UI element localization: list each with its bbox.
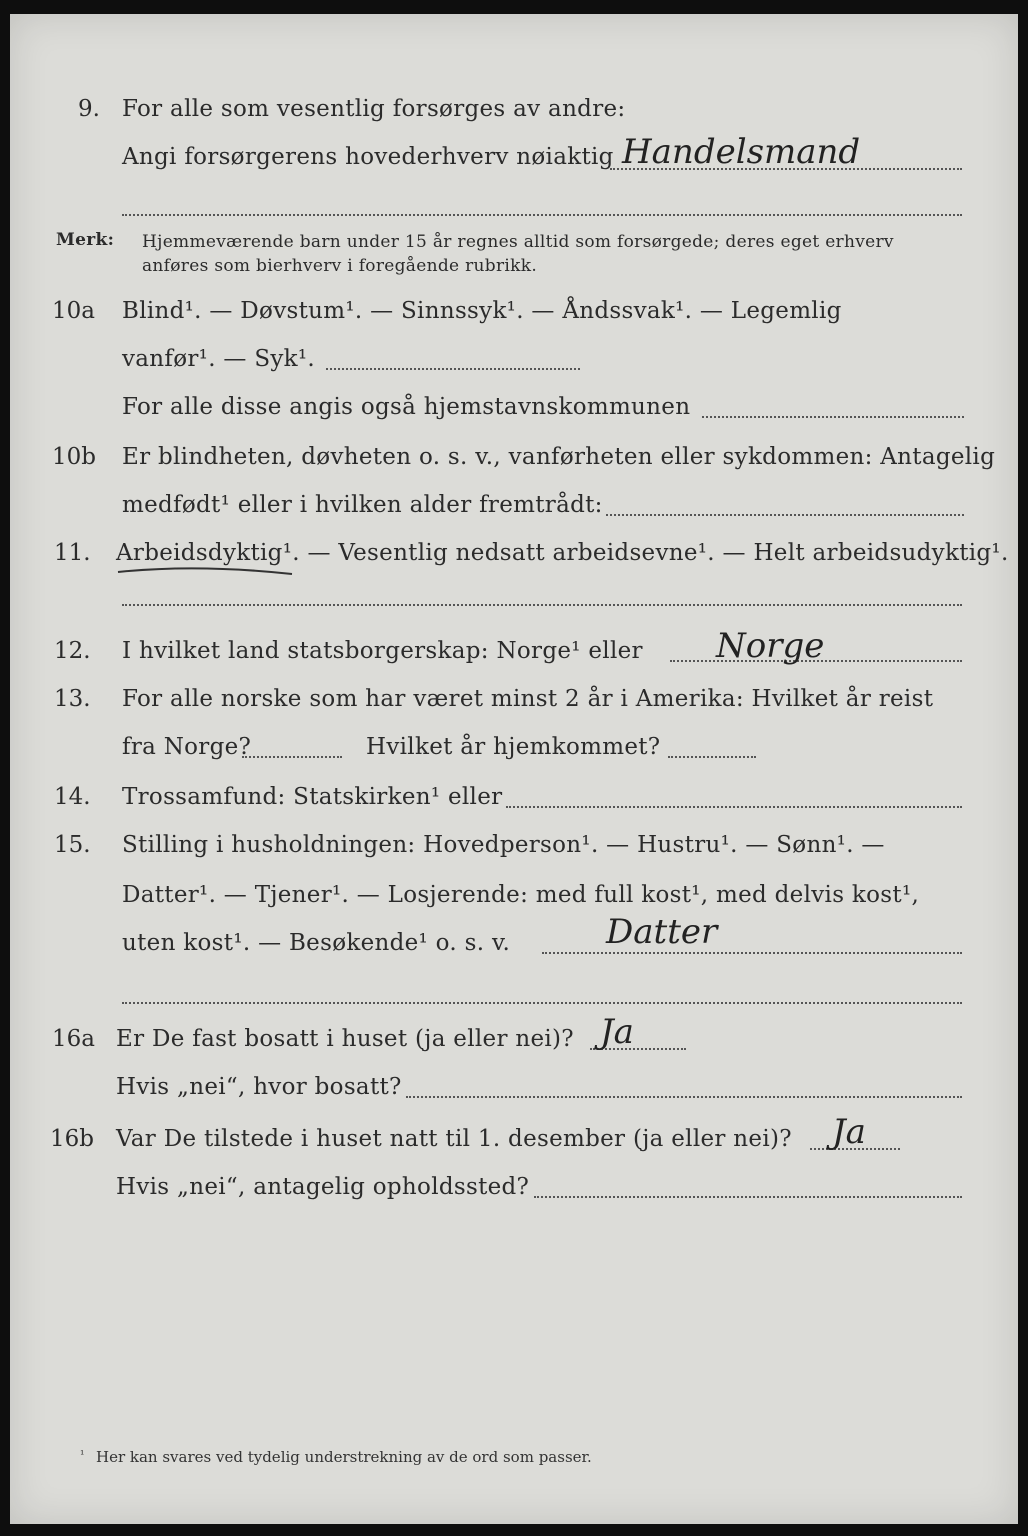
q10b-answer-line — [606, 514, 964, 516]
q10a-line1: Blind¹. — Døvstum¹. — Sinnssyk¹. — Åndssvak¹. — Legemlig — [122, 298, 842, 324]
q14-line1: Trossamfund: Statskirken¹ eller — [122, 784, 503, 810]
q10a-answer-line — [326, 368, 580, 370]
q14-answer-line — [506, 806, 962, 808]
footnote-mark: ¹ — [80, 1448, 85, 1461]
merk-line2: anføres som bierhverv i foregående rubrikk. — [142, 256, 538, 276]
q16a-residence-line — [406, 1096, 962, 1098]
q9-handwritten-answer: Handelsmand — [622, 132, 861, 172]
q10a-home-line — [702, 416, 964, 418]
q11-number: 11. — [54, 540, 91, 566]
q15-extra-line — [122, 1002, 962, 1004]
q9-line1: For alle som vesentlig forsørges av andre: — [122, 96, 626, 122]
q13-return-line — [668, 756, 756, 758]
q14-number: 14. — [54, 784, 91, 810]
q9-line2: Angi forsørgerens hovederhverv nøiaktig — [122, 144, 614, 170]
q16a-handwritten-answer: Ja — [600, 1012, 634, 1052]
q16b-line2: Hvis „nei“, antagelig opholdssted? — [116, 1174, 530, 1200]
q16b-number: 16b — [50, 1126, 94, 1152]
q15-handwritten-answer: Datter — [606, 912, 718, 952]
q11-handwritten-underline — [116, 564, 296, 580]
q16b-stay-line — [534, 1196, 962, 1198]
q13-number: 13. — [54, 686, 91, 712]
q15-number: 15. — [54, 832, 91, 858]
q16a-line1: Er De fast bosatt i huset (ja eller nei)? — [116, 1026, 574, 1052]
q10a-line2: vanfør¹. — Syk¹. — [122, 346, 316, 372]
footnote-text: Her kan svares ved tydelig understrekning av de ord som passer. — [96, 1448, 592, 1466]
q13-departure-line — [242, 756, 342, 758]
q15-answer-line — [542, 952, 962, 954]
q10a-line3: For alle disse angis også hjemstavnskommunen — [122, 394, 691, 420]
q10b-line2: medfødt¹ eller i hvilken alder fremtrådt: — [122, 492, 603, 518]
q10b-number: 10b — [52, 444, 96, 470]
q12-line1: I hvilket land statsborgerskap: Norge¹ eller — [122, 638, 643, 664]
q9-number: 9. — [78, 96, 100, 122]
census-form-page — [10, 14, 1018, 1524]
merk-line1: Hjemmeværende barn under 15 år regnes alltid som forsørgede; deres eget erhverv — [142, 232, 894, 252]
q13-line2b: Hvilket år hjemkommet? — [366, 734, 661, 760]
q9-extra-line — [122, 214, 962, 216]
q13-line2a: fra Norge? — [122, 734, 252, 760]
merk-label: Merk: — [56, 230, 115, 250]
q15-line2: Datter¹. — Tjener¹. — Losjerende: med full kost¹, med delvis kost¹, — [122, 882, 920, 908]
q11-line1: Arbeidsdyktig¹. — Vesentlig nedsatt arbeidsevne¹. — Helt arbeidsudyktig¹. — [116, 540, 1009, 566]
q10a-number: 10a — [52, 298, 95, 324]
q13-line1: For alle norske som har været minst 2 år i Amerika: Hvilket år reist — [122, 686, 934, 712]
q15-line3: uten kost¹. — Besøkende¹ o. s. v. — [122, 930, 511, 956]
q16a-line2: Hvis „nei“, hvor bosatt? — [116, 1074, 402, 1100]
q16b-handwritten-answer: Ja — [832, 1112, 866, 1152]
q16b-line1: Var De tilstede i huset natt til 1. desember (ja eller nei)? — [116, 1126, 792, 1152]
q16a-number: 16a — [52, 1026, 95, 1052]
q15-line1: Stilling i husholdningen: Hovedperson¹. — Hustru¹. — Sønn¹. — — [122, 832, 885, 858]
q12-number: 12. — [54, 638, 91, 664]
q11-extra-line — [122, 604, 962, 606]
q10b-line1: Er blindheten, døvheten o. s. v., vanførheten eller sykdommen: Antagelig — [122, 444, 996, 470]
q12-handwritten-answer: Norge — [716, 626, 825, 666]
